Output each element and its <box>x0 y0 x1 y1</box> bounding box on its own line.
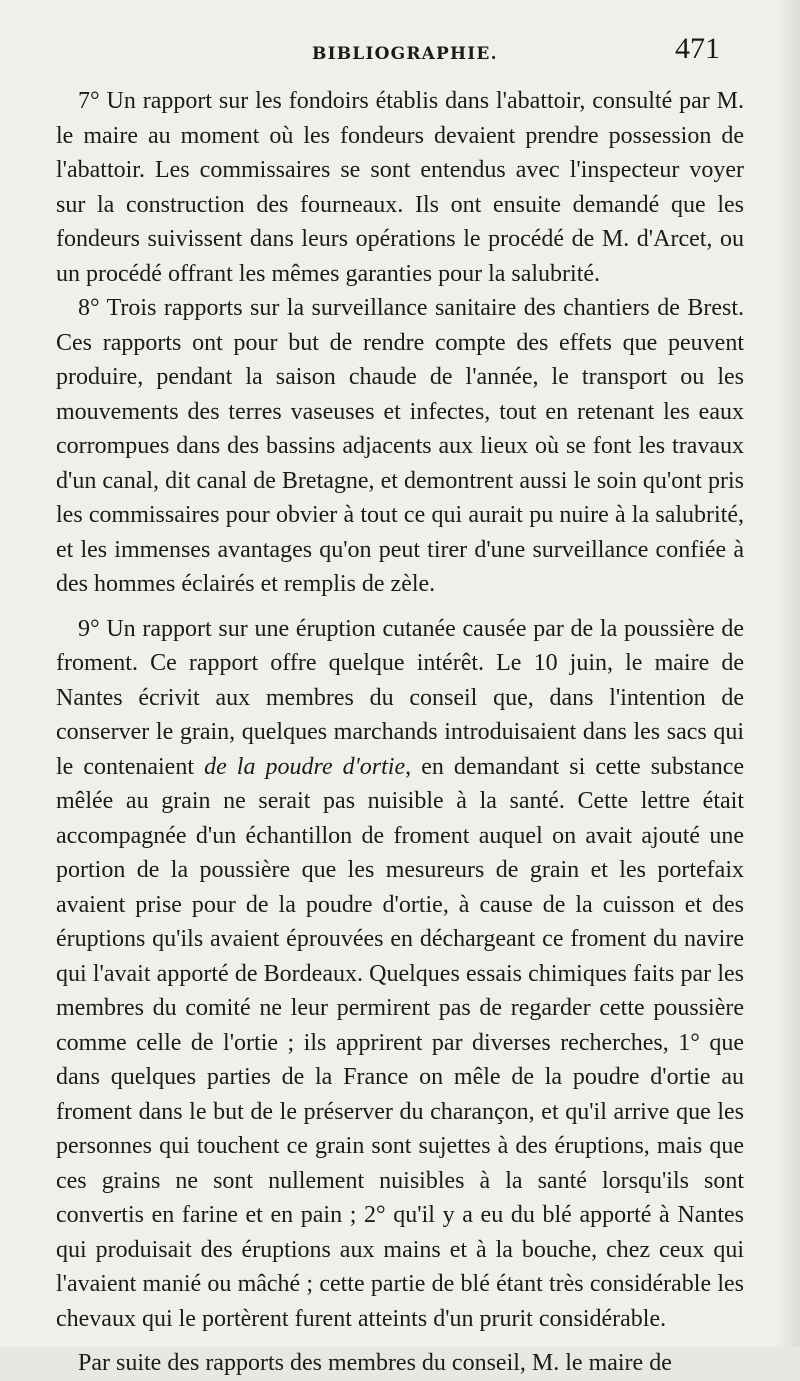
paragraph-item-8: 8° Trois rapports sur la surveillance sanitaire des chantiers de Brest. Ces rapports ont pour but de rendre compte des effets que peuvent produire, pendant la saison chaude de l'année, le transport ou les mouvements des terres vaseuses et infectes, tout en retenant les eaux corrompues dans des bassins adjacents aux lieux où se font les travaux d'un canal, dit canal de Bretagne, et demontrent aussi le soin qu'ont pris les commissaires pour obvier à tout ce qui aurait pu nuire à la salubrité, et les immenses avantages qu'on peut tirer d'une surveillance confiée à des hommes éclairés et remplis de zèle. <box>56 295 744 597</box>
paragraph-gap <box>56 1336 744 1346</box>
paragraph-gap <box>56 602 744 612</box>
page-header <box>0 32 800 78</box>
paragraph-item-9 <box>56 612 744 1337</box>
page-number: 471 <box>675 32 720 65</box>
running-head: BIBLIOGRAPHIE. <box>312 44 498 64</box>
italic-phrase: de la poudre d'ortie <box>204 753 406 780</box>
body-text <box>56 84 744 1381</box>
paragraph-item-7: 7° Un rapport sur les fondoirs établis dans l'abattoir, consulté par M. le maire au moment où les fondeurs devaient prendre possession de l'abattoir. Les commissaires se sont entendus avec l'inspecteur voyer sur la construction des fourneaux. Ils ont ensuite demandé que les fondeurs suivissent dans leurs opérations le procédé de M. d'Arcet, ou un procédé offrant les mêmes garanties pour la salubrité. <box>56 88 744 287</box>
paragraph-continuation: Par suite des rapports des membres du conseil, M. le maire de <box>78 1350 672 1376</box>
paragraph-9-text-start: 9° Un rapport sur une éruption cutanée causée par de la poussière de froment. Ce rapport offre quelque intérêt. Le 10 juin, le maire de Nantes écrivit aux membres du conseil que, dans l'intention de conserver le grain, quelques marchands introduisaient dans les sacs qui le contenaient <box>56 615 744 780</box>
paragraph-9-text-end: , en demandant si cette substance mêlée au grain ne serait pas nuisible à la santé. Cette lettre était accompagnée d'un échantillon de froment auquel on avait ajouté une portion de la poussière que les mesureurs de grain et les portefaix avaient prise pour de la poudre d'ortie, à cause de la cuisson et des éruptions qu'ils avaient éprouvées en déchargeant ce froment du navire qui l'avait apporté de Bordeaux. Quelques essais chimiques faits par les membres du comité ne leur permirent pas de regarder cette poussière comme celle de l'ortie ; ils apprirent par diverses recherches, 1° que dans quelques parties de la France on mêle de la poudre d'ortie au froment dans le but de le préserver du charançon, et qu'il arrive que les personnes qui touchent ce grain sont sujettes à des éruptions, mais que ces grains ne sont nullement nuisibles à la santé lorsqu'ils sont convertis en farine et en pain ; 2° qu'il y a eu du blé apporté à Nantes qui produisait des éruptions aux mains et à la bouche, chez ceux qui l'avaient manié ou mâché ; cette partie de blé étant très considérable les chevaux qui le portèrent furent atteints d'un prurit considérable. <box>56 753 744 1332</box>
page-edge-shadow <box>778 0 800 1347</box>
